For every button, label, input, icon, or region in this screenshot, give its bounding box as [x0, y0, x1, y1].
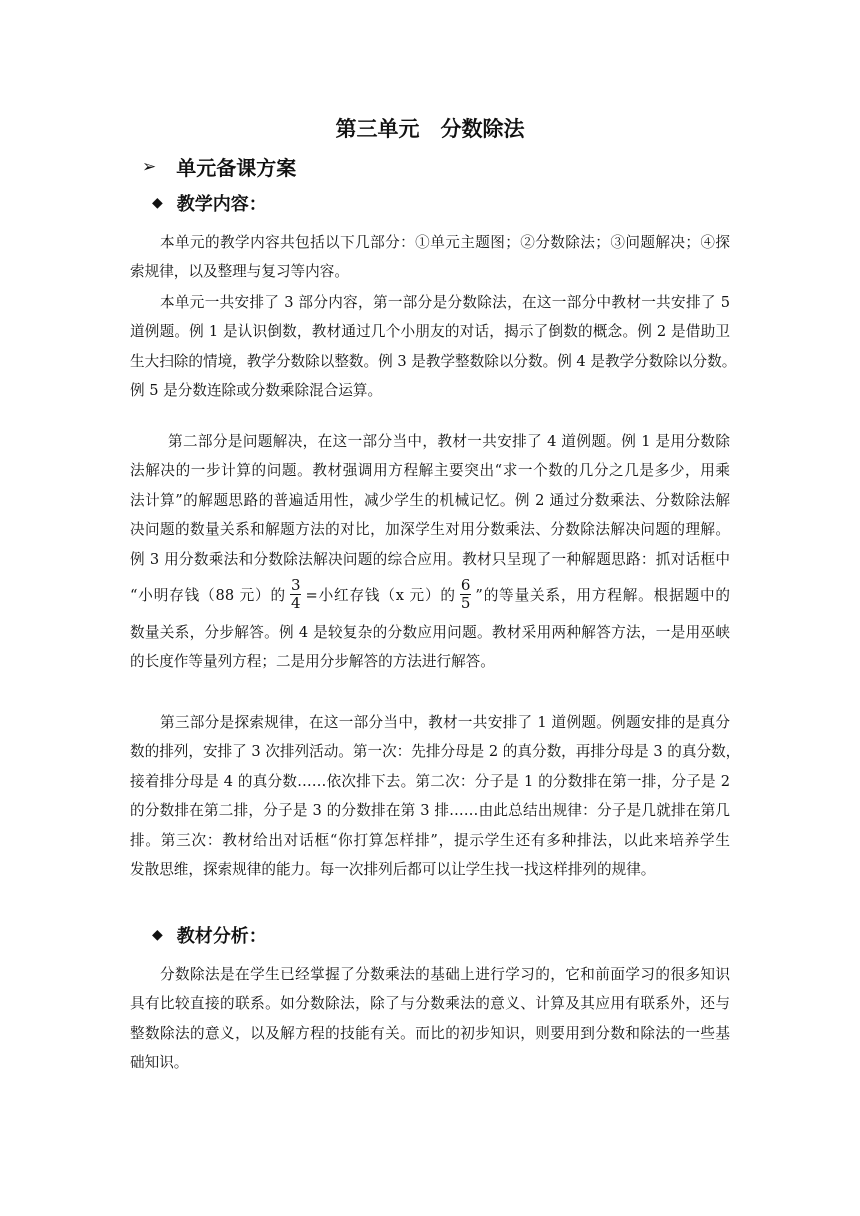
section-heading-text: 单元备课方案 [176, 156, 297, 180]
arrow-bullet-icon: ➢ [142, 156, 157, 177]
subheading-text: 教学内容： [176, 194, 267, 215]
subheading-teaching-content [152, 190, 267, 216]
paragraph-intro: 本单元的教学内容共包括以下几部分：①单元主题图；②分数除法；③问题解决；④探 索规律，以及整理与复习等内容。 [130, 234, 730, 281]
paragraph-part-two: 第二部分是问题解决，在这一部分当中，教材一共安排了 4 道例题。例 1 是用分数除 法解决的一步计算的问题。教材强调用方程解主要突出“求一个数的几分之几是多少，用乘 法计算”的解题思路的普遍适用性，减少学生的机械记忆。例 2 通过分数乘法、分数除法解 决问题的数量关系和解题方法的对比，加深学生对用分数乘法、分数除法解决问题的理解。 例 3 用分数乘法和分数除法解决问题的综合应用。教材只呈现了一种解题思路：抓对话框中 “小明存钱（88 元）的 $\frac{3}{4}$ =小红存钱（x 元）的 $\frac{6}{5}$ ”的等量关系，用方程解。根据题中的 数量关系，分步解答。例 4 是较复杂的分数应用问题。教材采用两种解答方法，一是用巫峡 的长度作等量列方程；二是用分步解答的方法进行解答。 [130, 433, 730, 671]
paragraph-part-three: 第三部分是探索规律，在这一部分当中，教材一共安排了 1 道例题。例题安排的是真分 数的排列，安排了 3 次排列活动。第一次：先排分母是 2 的真分数，再排分母是 3 的真分数， 接着排分母是 4 的真分数……依次排下去。第二次：分子是 1 的分数排在第一排，分子是 2 的分数排在第二排，分子是 3 的分数排在第 3 排……由此总结出规律：分子是几就排在第几 排。第三次：教材给出对话框“你打算怎样排”，提示学生还有多种排法，以此来培养学生 发散思维，探索规律的能力。每一次排列后都可以让学生找一找这样排列的规律。 [130, 714, 741, 879]
fraction-six-fifths: $\frac{6}{5}$ [460, 575, 471, 612]
section-heading [142, 152, 296, 181]
paragraph-analysis: 分数除法是在学生已经掌握了分数乘法的基础上进行学习的，它和前面学习的很多知识 具有比较直接的联系。如分数除法，除了与分数乘法的意义、计算及其应用有联系外，还与 整数除法的意义，以及解方程的技能有关。而比的初步知识，则要用到分数和除法的一些基 础知识。 [130, 966, 730, 1072]
diamond-bullet-icon: ◆ [152, 927, 163, 943]
subheading-material-analysis [152, 922, 267, 948]
paragraph-part-one: 本单元一共安排了 3 部分内容，第一部分是分数除法，在这一部分中教材一共安排了 5 道例题。例 1 是认识倒数，教材通过几个小朋友的对话，揭示了倒数的概念。例 2 是借助卫 生大扫除的情境，教学分数除以整数。例 3 是教学整数除以分数。例 4 是教学分数除以分数。 例 5 是分数连除或分数乘除混合运算。 [130, 294, 737, 400]
fraction-three-quarters: $\frac{3}{4}$ [290, 575, 301, 612]
page-title: 第三单元 分数除法 [335, 117, 525, 141]
equation-line: “小明存钱（88 元）的 $\frac{3}{4}$ =小红存钱（x 元）的 $\frac{6}{5}$ ”的等量关系，用方程解。根据题中的 [130, 575, 730, 612]
diamond-bullet-icon: ◆ [152, 195, 163, 211]
subheading-text: 教材分析： [176, 926, 267, 947]
